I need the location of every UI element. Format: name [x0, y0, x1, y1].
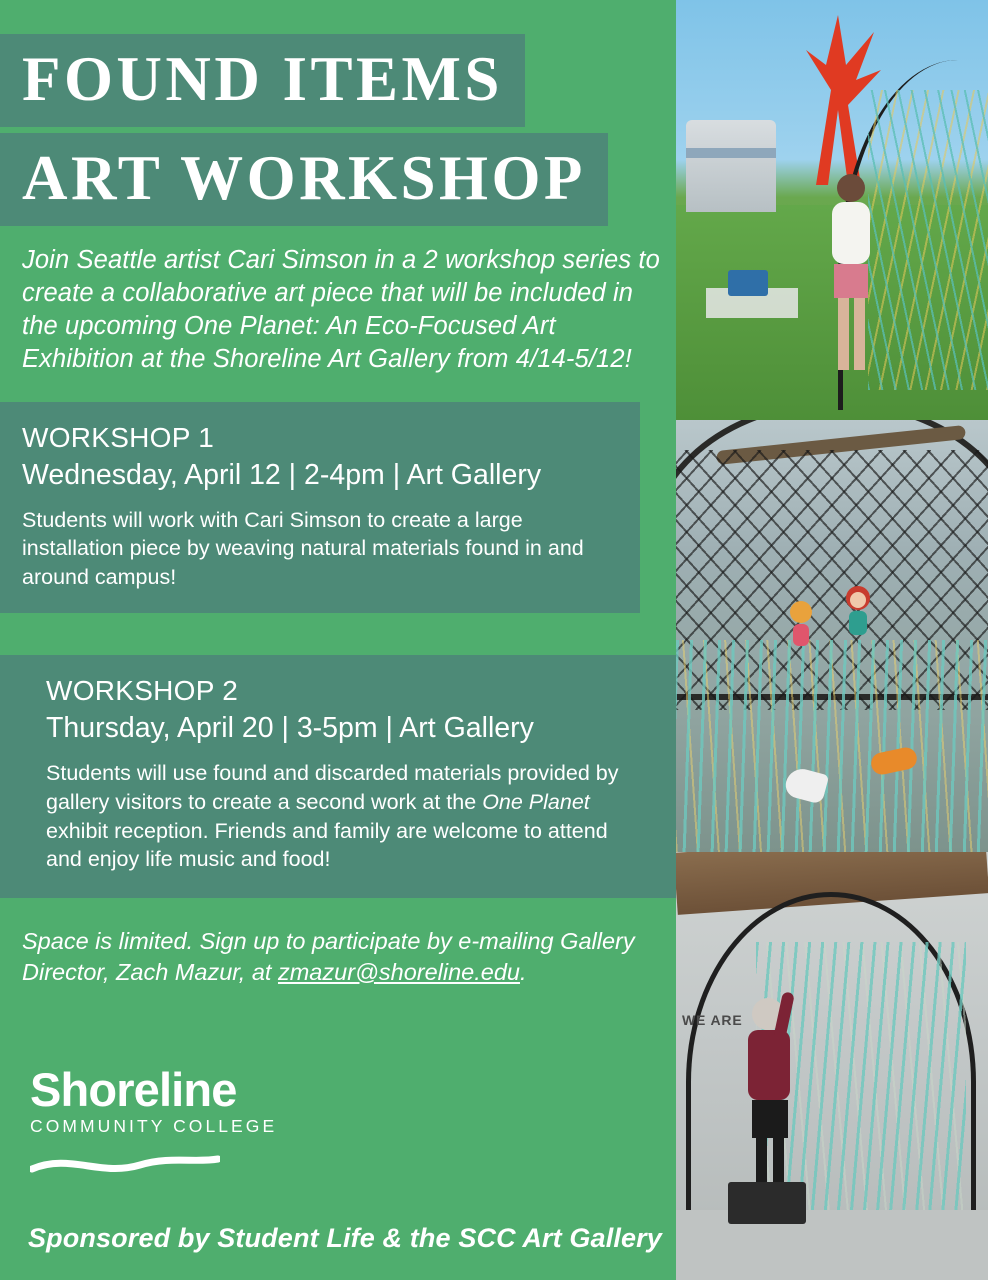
workshop-1-block: [0, 402, 640, 614]
hanging-net: [868, 90, 988, 390]
poster-title: [0, 34, 676, 226]
gallery-floor: [676, 1210, 988, 1280]
workshop-1-body: Students will work with Cari Simson to create a large installation piece by weaving natural materials found in and around campus!: [22, 507, 584, 589]
logo-subtitle: COMMUNITY COLLEGE: [30, 1116, 278, 1136]
workshop-2-body: [46, 759, 636, 873]
intro-paragraph: Join Seattle artist Cari Simson in a 2 workshop series to create a collaborative art piece that will be included in the upcoming One Planet: An Eco-Focused Art Exhibition at the Shoreline Art Gallery from 4/14-5/12!: [22, 246, 660, 373]
logo-wordmark: Shoreline: [30, 1063, 237, 1116]
sponsor-line: Sponsored by Student Life & the SCC Art Gallery: [28, 1223, 662, 1253]
hanging-rope-strands: [676, 640, 988, 852]
poster-photo-column: [676, 0, 988, 1280]
logo-swoosh-icon: [30, 1151, 277, 1182]
artist-figure: [816, 170, 886, 390]
wall-text: WE ARE: [682, 1012, 743, 1028]
second-doll-icon: [786, 600, 816, 652]
photo-artist-on-step-stool: [676, 852, 988, 1280]
workshop-1-details: Wednesday, April 12 | 2-4pm | Art Gallery: [22, 458, 542, 491]
workshop-2-body-part2: exhibit reception. Friends and family are welcome to attend and enjoy life music and food!: [46, 818, 608, 872]
person-reaching-figure: [734, 992, 804, 1202]
campus-building: [686, 120, 776, 212]
step-stool: [728, 1182, 806, 1224]
workshop-2-heading: WORKSHOP 2: [46, 675, 239, 707]
photo-net-dome-with-toys: [676, 420, 988, 852]
signup-text-after: .: [519, 958, 527, 985]
workshop-2-body-part1: Students will use found and discarded materials provided by gallery visitors to create a second work at the: [46, 761, 619, 815]
title-line-2: ART WORKSHOP: [0, 133, 608, 226]
signup-note: [22, 926, 662, 988]
shoreline-logo: [30, 1063, 278, 1182]
workshop-1-heading: WORKSHOP 1: [22, 421, 215, 453]
blue-bucket: [728, 270, 768, 296]
title-line-1: FOUND ITEMS: [0, 34, 525, 127]
workshop-2-body-italic: One Planet: [482, 790, 590, 815]
signup-text-before: Space is limited. Sign up to participate by e-mailing Gallery Director, Zach Mazur, at: [22, 927, 635, 985]
workshop-2-details: Thursday, April 20 | 3-5pm | Art Gallery: [46, 712, 534, 745]
doll-toy-icon: [841, 585, 875, 645]
photo-red-sculpture-lawn: [676, 0, 988, 420]
workshop-2-block: [0, 655, 676, 897]
email-link[interactable]: zmazur@shoreline.edu: [277, 958, 520, 985]
